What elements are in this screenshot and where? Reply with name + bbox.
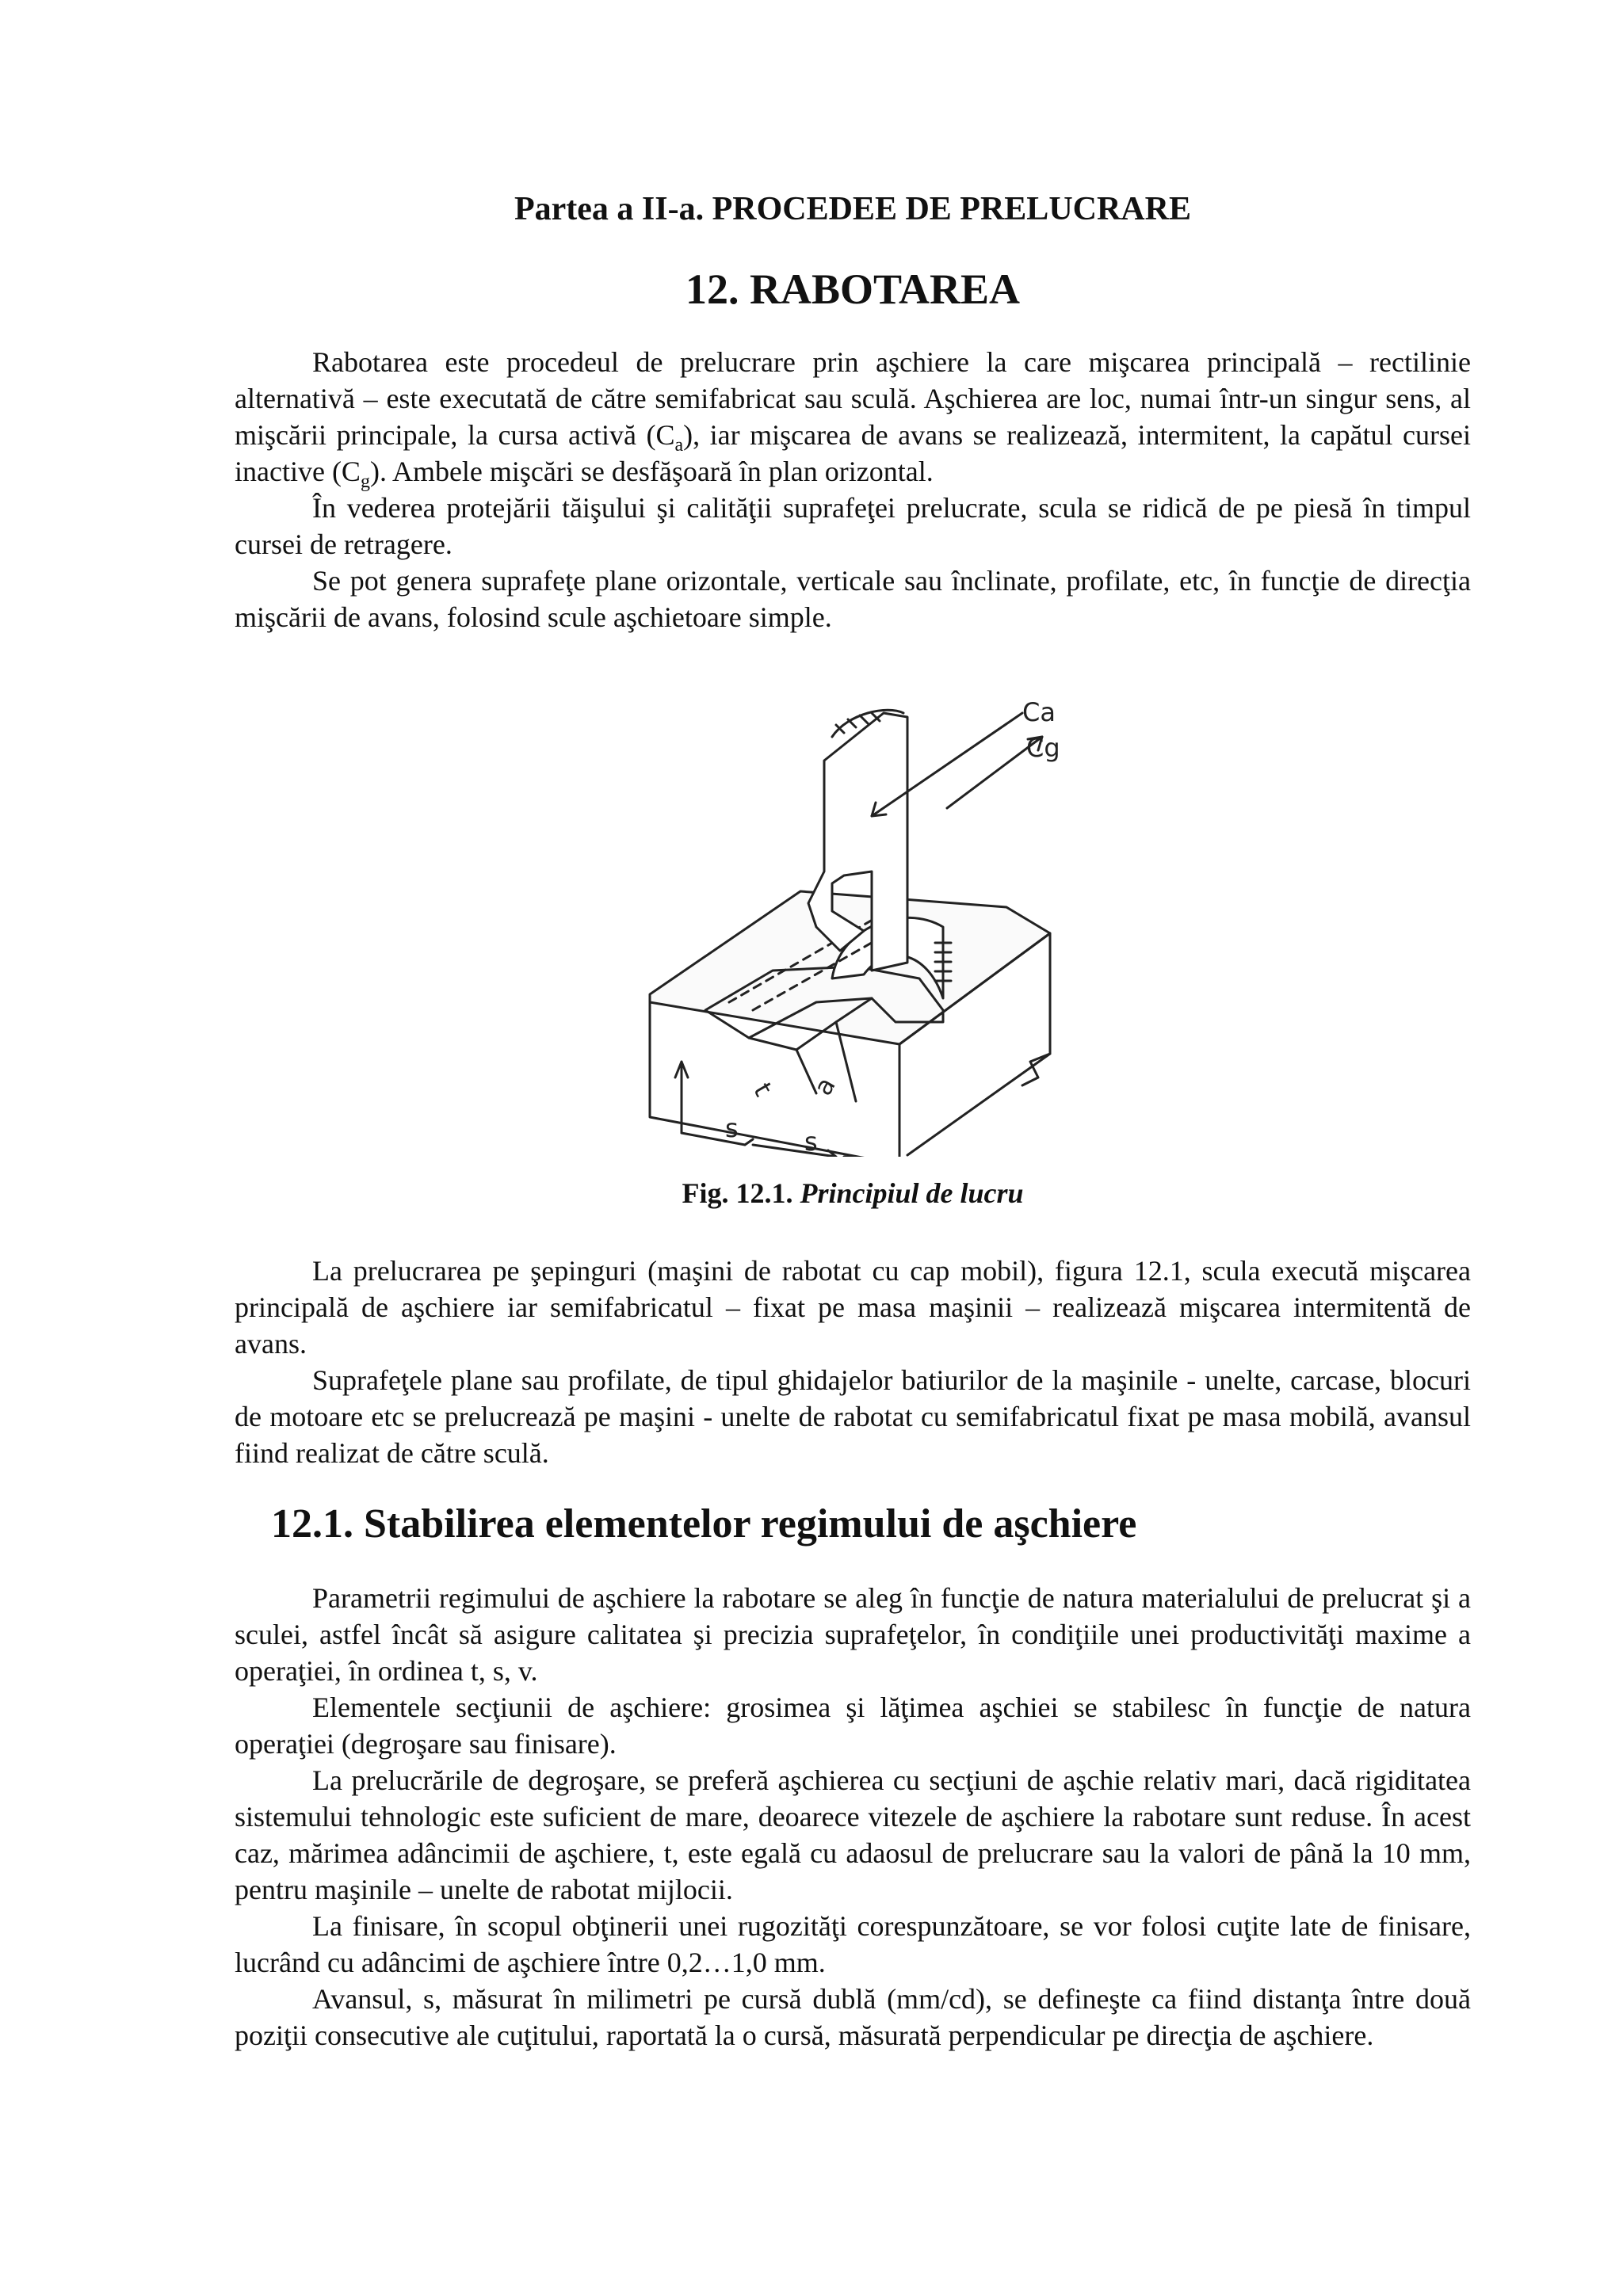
- figure-caption-prefix: Fig. 12.1.: [682, 1177, 800, 1209]
- after-figure-paragraph-1: La prelucrarea pe şepinguri (maşini de rabotat cu cap mobil), figura 12.1, scula execută mişcarea principală de aşchiere iar semifabricatul – fixat pe masa maşinii – realizează mişcarea intermitentă de avans.: [235, 1255, 1471, 1360]
- section-paragraph-3: La prelucrările de degroşare, se preferă aşchierea cu secţiuni de aşchie relativ mari, dacă rigiditatea sistemului tehnologic este suficient de mare, deoarece vitezele de aşchiere la rabotare sunt reduse. În acest caz, mărimea adâncimii de aşchiere, t, este egală cu adaosul de prelucrare sau la valori de până la 10 mm, pentru maşinile – unelte de rabotat mijlocii.: [235, 1764, 1471, 1905]
- part-title: Partea a II-a. PROCEDEE DE PRELUCRARE: [514, 191, 1191, 227]
- label-s-1: s: [725, 1113, 739, 1143]
- intro-p1-part-a: Rabotarea este procedeul de prelucrare prin aşchiere la care mişcarea principală – rectilinie alternativă – este executată de către semifabricat sau sculă. Aşchierea are loc, numai într-un singur sens, al mişcării principale, la cursa activă (C: [235, 346, 1471, 451]
- label-t: t: [747, 1077, 779, 1101]
- label-a: a: [808, 1072, 842, 1100]
- section-paragraph-1: Parametrii regimului de aşchiere la rabotare se aleg în funcţie de natura materialului de prelucrat şi a sculei, astfel încât să asigure calitatea şi precizia suprafeţelor, în condiţiile unei productivităţi maxime a operaţiei, în ordinea t, s, v.: [235, 1582, 1471, 1687]
- figure-caption-title: Principiul de lucru: [800, 1177, 1024, 1209]
- label-ca: Ca: [1022, 697, 1056, 727]
- subscript-g: g: [360, 471, 370, 493]
- section-heading: 12.1. Stabilirea elementelor regimului de aşchiere: [271, 1501, 1137, 1547]
- figure-caption: [235, 1175, 1471, 1211]
- cutting-tool: [808, 713, 907, 971]
- section-paragraph-4: La finisare, în scopul obţinerii unei rugozităţi corespunzătoare, se vor folosi cuţite late de finisare, lucrând cu adâncimi de aşchiere între 0,2…1,0 mm.: [235, 1910, 1471, 1978]
- intro-p1-part-b: ), iar mişcarea de avans se realizează, intermitent, la capătul cursei inactive (C: [235, 419, 1471, 487]
- intro-block: [235, 344, 1471, 635]
- label-s-2: s: [804, 1127, 818, 1157]
- section-paragraph-2: Elementele secţiunii de aşchiere: grosimea şi lăţimea aşchiei se stabilesc în funcţie de natura operaţiei (degroşare sau finisare).: [235, 1691, 1471, 1760]
- intro-paragraph-3: Se pot genera suprafeţe plane orizontale, verticale sau înclinate, profilate, etc, în funcţie de direcţia mişcării de avans, folosind scule aşchietoare simple.: [235, 565, 1471, 633]
- label-cg: Cg: [1026, 733, 1060, 763]
- chapter-title: 12. RABOTAREA: [685, 265, 1021, 313]
- section-block: [235, 1580, 1471, 2054]
- intro-p1-part-c: ). Ambele mişcări se desfăşoară în plan orizontal.: [369, 456, 934, 487]
- section-paragraph-5: Avansul, s, măsurat în milimetri pe cursă dublă (mm/cd), se defineşte ca fiind distanţa între două poziţii consecutive ale cuţitului, raportată la o cursă, măsurată perpendicular pe direcţia de aşchiere.: [235, 1983, 1471, 2051]
- intro-paragraph-2: În vederea protejării tăişului şi calităţii suprafeţei prelucrate, scula se ridică de pe piesă în timpul cursei de retragere.: [235, 492, 1471, 560]
- after-figure-block: [235, 1253, 1471, 1471]
- after-figure-paragraph-2: Suprafeţele plane sau profilate, de tipul ghidajelor batiurilor de la maşinile - unelte, carcase, blocuri de motoare etc se prelucrează pe maşini - unelte de rabotat cu semifabricatul fixat pe masa mobilă, avansul fiind realizat de către sculă.: [235, 1364, 1471, 1469]
- planing-principle-figure: [634, 689, 1078, 1157]
- subscript-a: a: [674, 435, 684, 456]
- intro-paragraph-1: [235, 344, 1471, 493]
